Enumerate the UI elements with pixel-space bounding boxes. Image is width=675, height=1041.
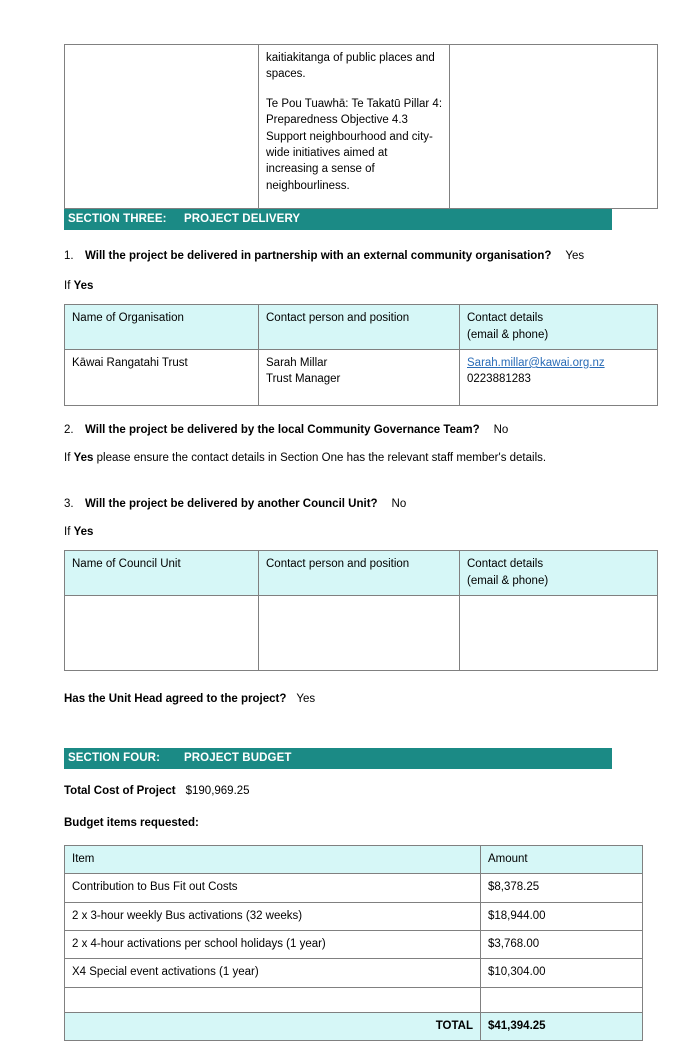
strategy-cell-right xyxy=(450,45,658,209)
strategy-paragraph-1: kaitiakitanga of public places and spaces. xyxy=(266,52,435,81)
budget-item-amount: $18,944.00 xyxy=(481,902,643,930)
cell-contact-details xyxy=(460,349,658,405)
cell-council-contact-details[interactable] xyxy=(460,595,658,670)
unit-head-question: Has the Unit Head agreed to the project? xyxy=(64,692,287,705)
budget-table xyxy=(64,845,643,1041)
section-four-label: SECTION FOUR: xyxy=(68,751,161,764)
question-3-number: 3. xyxy=(64,498,74,511)
unit-head-answer: Yes xyxy=(296,692,316,705)
continued-strategy-table xyxy=(64,44,658,209)
budget-item-label: 2 x 4-hour activations per school holidays (1 year) xyxy=(65,931,481,959)
table-row-empty xyxy=(65,987,643,1012)
total-cost-label: Total Cost of Project xyxy=(64,784,176,797)
header-name-of-organisation: Name of Organisation xyxy=(65,305,259,350)
question-2-note-bold: Yes xyxy=(73,451,94,464)
budget-item-amount: $3,768.00 xyxy=(481,931,643,959)
question-2-note-prefix: If xyxy=(64,451,74,464)
table-row xyxy=(65,349,658,405)
question-1-answer: Yes xyxy=(565,250,585,262)
question-2-note-suffix: please ensure the contact details in Section One has the relevant staff member's details. xyxy=(93,451,547,464)
contact-phone: 0223881283 xyxy=(467,373,531,386)
if-yes-label-3 xyxy=(64,524,612,540)
if-yes-label-1 xyxy=(64,278,612,294)
header-contact-person-position: Contact person and position xyxy=(259,305,460,350)
contact-person-name: Sarah Millar xyxy=(266,356,328,369)
section-three-banner xyxy=(64,209,612,230)
header-council-contact-details-line1: Contact details xyxy=(467,558,544,571)
partner-organisation-table xyxy=(64,304,658,406)
table-row xyxy=(65,902,643,930)
budget-total-amount: $41,394.25 xyxy=(481,1012,643,1040)
question-2-answer: No xyxy=(493,423,509,436)
header-contact-details-line2: (email & phone) xyxy=(467,328,549,341)
strategy-paragraph-2: Te Pou Tuawhā: Te Takatū Pillar 4: Preparedness Objective 4.3 Support neighbourhood and city-wide initiatives aimed at increasing a sense of neighbourliness. xyxy=(266,98,443,192)
cell-council-unit-name[interactable] xyxy=(65,595,259,670)
unit-head-row xyxy=(64,691,612,707)
total-cost-value: $190,969.25 xyxy=(185,784,250,797)
strategy-cell-left xyxy=(65,45,259,209)
budget-item-label: 2 x 3-hour weekly Bus activations (32 weeks) xyxy=(65,902,481,930)
page-content xyxy=(64,0,612,1041)
section-three-title: PROJECT DELIVERY xyxy=(184,213,301,225)
budget-item-label: X4 Special event activations (1 year) xyxy=(65,959,481,987)
budget-item-label: Contribution to Bus Fit out Costs xyxy=(65,874,481,902)
table-header-row xyxy=(65,305,658,350)
cell-organisation-name: Kāwai Rangatahi Trust xyxy=(65,349,259,405)
strategy-cell-middle xyxy=(259,45,450,209)
table-row xyxy=(65,595,658,670)
table-header-row xyxy=(65,846,643,874)
table-header-row xyxy=(65,551,658,596)
table-row xyxy=(65,931,643,959)
question-3-row xyxy=(64,496,612,512)
if-yes-bold-3: Yes xyxy=(73,526,94,539)
if-yes-bold-1: Yes xyxy=(73,280,94,293)
table-row xyxy=(65,959,643,987)
contact-email-link[interactable]: Sarah.millar@kawai.org.nz xyxy=(467,356,605,369)
header-amount: Amount xyxy=(481,846,643,874)
cell-contact-person xyxy=(259,349,460,405)
cell-council-contact-person[interactable] xyxy=(259,595,460,670)
table-row xyxy=(65,45,658,209)
header-council-contact-details-line2: (email & phone) xyxy=(467,574,549,587)
question-3-text: Will the project be delivered by another Council Unit? xyxy=(85,498,378,511)
if-yes-prefix-3: If xyxy=(64,526,74,539)
header-item: Item xyxy=(65,846,481,874)
contact-person-position: Trust Manager xyxy=(266,373,341,386)
header-council-contact-person-position: Contact person and position xyxy=(259,551,460,596)
section-four-banner xyxy=(64,748,612,769)
total-cost-row xyxy=(64,783,612,799)
table-row xyxy=(65,874,643,902)
council-unit-table xyxy=(64,550,658,671)
header-contact-details-line1: Contact details xyxy=(467,312,544,325)
question-1-row xyxy=(64,248,612,264)
budget-item-amount: $10,304.00 xyxy=(481,959,643,987)
question-1-text: Will the project be delivered in partnership with an external community organisation? xyxy=(85,250,552,262)
table-total-row xyxy=(65,1012,643,1040)
question-1-number: 1. xyxy=(64,250,74,262)
budget-items-label: Budget items requested: xyxy=(64,817,199,830)
section-four-title: PROJECT BUDGET xyxy=(184,751,292,764)
header-contact-details xyxy=(460,305,658,350)
question-2-note xyxy=(64,450,612,466)
header-name-of-council-unit: Name of Council Unit xyxy=(65,551,259,596)
question-2-number: 2. xyxy=(64,423,74,436)
budget-total-label: TOTAL xyxy=(65,1012,481,1040)
header-council-contact-details xyxy=(460,551,658,596)
question-2-row xyxy=(64,422,612,438)
budget-item-amount: $8,378.25 xyxy=(481,874,643,902)
budget-item-label[interactable] xyxy=(65,987,481,1012)
section-three-label: SECTION THREE: xyxy=(68,213,167,225)
question-2-text: Will the project be delivered by the local Community Governance Team? xyxy=(85,423,480,436)
question-3-answer: No xyxy=(391,498,407,511)
budget-item-amount[interactable] xyxy=(481,987,643,1012)
if-yes-prefix-1: If xyxy=(64,280,74,293)
